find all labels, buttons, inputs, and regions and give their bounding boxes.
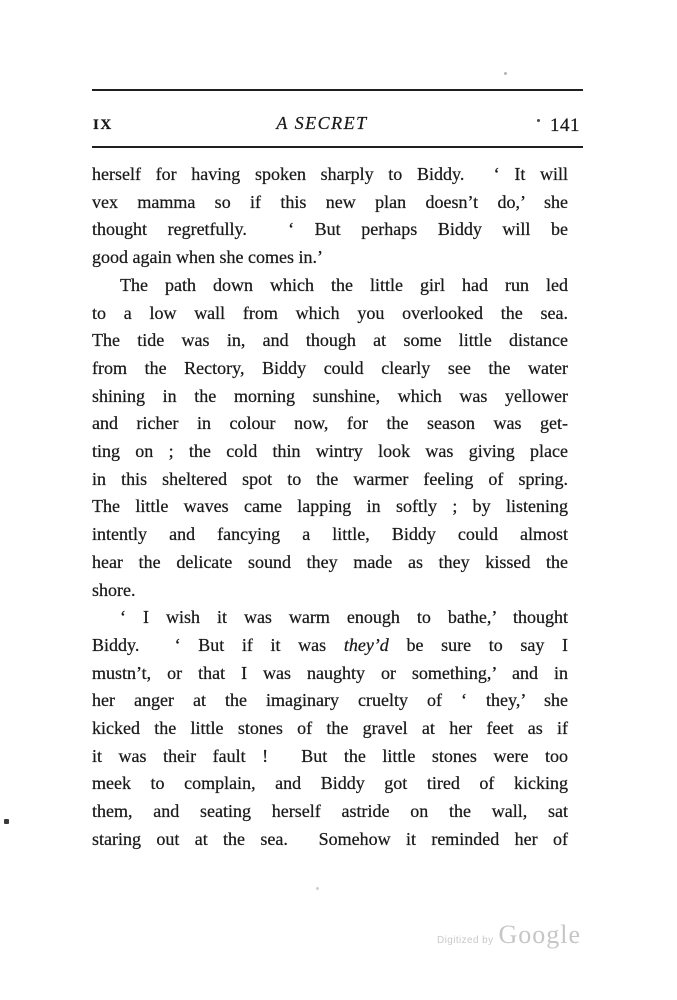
text-segment: The path down which the little girl had run led — [120, 274, 568, 295]
scan-speck — [504, 72, 507, 75]
text-line — [92, 770, 568, 798]
emphasized-text: they’d — [343, 634, 389, 655]
text-segment: ‘ I wish it was warm enough to bathe,’ thought — [120, 607, 568, 628]
text-segment: shining in the morning sunshine, which was yellower — [92, 385, 568, 406]
text-line — [92, 327, 568, 355]
text-line — [92, 216, 568, 244]
scan-speck — [316, 887, 319, 890]
text-segment: hear the delicate sound they made as they kissed the — [92, 551, 568, 572]
text-line — [92, 826, 568, 854]
text-block — [92, 161, 568, 854]
text-line — [92, 549, 568, 577]
text-line — [92, 410, 568, 438]
text-segment: kicked the little stones of the gravel at her feet as if — [92, 718, 568, 739]
text-line — [92, 466, 568, 494]
text-segment: mustn’t, or that I was naughty or something,’ and in — [92, 662, 568, 683]
watermark — [437, 920, 581, 950]
text-line — [92, 660, 568, 688]
text-line — [92, 161, 568, 189]
text-line — [92, 798, 568, 826]
text-line — [92, 743, 568, 771]
text-line — [92, 632, 568, 660]
text-segment: it was their fault ! But the little stones were too — [92, 745, 568, 766]
text-line — [92, 189, 568, 217]
text-segment: herself for having spoken sharply to Biddy. ‘ It will — [92, 164, 568, 184]
text-segment: her anger at the imaginary cruelty of ‘ they,’ she — [92, 690, 568, 711]
watermark-prefix: Digitized by — [437, 935, 494, 946]
text-line — [92, 244, 568, 272]
text-segment: to a low wall from which you overlooked the sea. — [92, 302, 568, 323]
text-line — [92, 715, 568, 743]
text-segment: be sure to say I — [388, 634, 568, 655]
scan-speck — [4, 819, 9, 824]
text-segment: them, and seating herself astride on the wall, sat — [92, 801, 568, 822]
text-segment: in this sheltered spot to the warmer feeling of spring. — [92, 468, 568, 489]
text-line — [92, 577, 568, 605]
text-line — [92, 521, 568, 549]
text-segment: ting on ; the cold thin wintry look was giving place — [92, 441, 568, 462]
header-rule-top — [92, 89, 583, 91]
text-segment: intently and fancying a little, Biddy could almost — [92, 524, 568, 545]
text-segment: good again when she comes in.’ — [92, 247, 323, 268]
text-segment: thought regretfully. ‘ But perhaps Biddy will be — [92, 219, 568, 240]
page-number: 141 — [550, 115, 580, 136]
text-segment: Biddy. ‘ But if it was — [92, 634, 344, 655]
watermark-google-logo: Google — [498, 920, 582, 949]
text-line — [92, 355, 568, 383]
running-title: A SECRET — [276, 113, 368, 133]
text-segment: meek to complain, and Biddy got tired of kicking — [92, 773, 568, 794]
text-segment: The little waves came lapping in softly ; by listening — [92, 496, 568, 517]
scan-speck — [537, 119, 540, 122]
text-line — [92, 604, 568, 632]
text-segment: staring out at the sea. Somehow it reminded her of — [92, 828, 568, 849]
header-rule-bottom — [92, 146, 583, 148]
text-line — [92, 687, 568, 715]
text-line — [92, 272, 568, 300]
text-line — [92, 438, 568, 466]
text-segment: vex mamma so if this new plan doesn’t do,’ she — [92, 191, 568, 212]
text-segment: and richer in colour now, for the season was get- — [92, 413, 568, 434]
text-line — [92, 300, 568, 328]
text-segment: from the Rectory, Biddy could clearly see the water — [92, 357, 568, 378]
chapter-numeral: IX — [93, 117, 113, 133]
text-segment: shore. — [92, 579, 136, 600]
text-line — [92, 383, 568, 411]
text-segment: The tide was in, and though at some little distance — [92, 330, 568, 351]
text-line — [92, 493, 568, 521]
